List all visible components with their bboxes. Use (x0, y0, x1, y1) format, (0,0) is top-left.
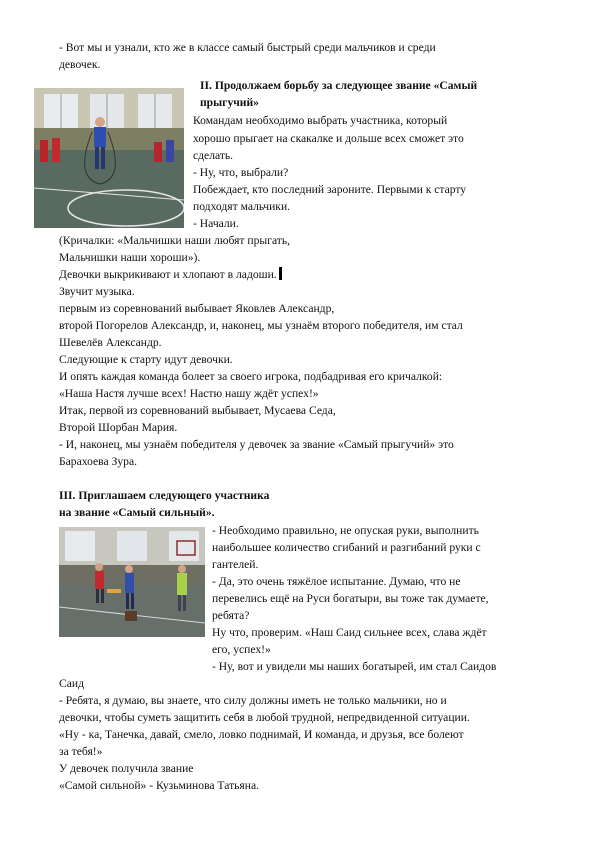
section-3-line: наибольшее количество сгибаний и разгибаний руки с (212, 541, 481, 554)
dumbbell-contest-photo (59, 527, 205, 637)
section-2-line: первым из соревнований выбывает Яковлев Александр, (59, 302, 335, 315)
section-3-line: девочки, чтобы суметь защитить себя в любой трудной, непредвиденной ситуации. (59, 711, 470, 724)
section-2-line: И опять каждая команда болеет за своего игрока, подбадривая его кричалкой: (59, 370, 443, 383)
section-2-line: «Наша Настя лучше всех! Настю нашу ждёт успех!» (59, 387, 319, 400)
jump-rope-photo (34, 88, 184, 228)
section-3-line: - Да, это очень тяжёлое испытание. Думаю, что не (212, 575, 461, 588)
section-2-line: Второй Шорбан Мария. (59, 421, 178, 434)
section-3-line: - Ребята, я думаю, вы знаете, что силу должны иметь не только мальчики, но и (59, 694, 447, 707)
section-3-line: за тебя!» (59, 745, 103, 758)
section-2-line: - И, наконец, мы узнаём победителя у девочек за звание «Самый прыгучий» это (59, 438, 454, 451)
intro-line-2: девочек. (59, 58, 101, 71)
section-2-title-line-2: прыгучий» (200, 96, 259, 109)
section-2-line: Побеждает, кто последний зароните. Первыми к старту (193, 183, 467, 196)
section-3-line: «Самой сильной» - Кузьминова Татьяна. (59, 779, 260, 792)
section-2-line: - Ну, что, выбрали? (193, 166, 289, 179)
section-2-line: - Начали. (193, 217, 239, 230)
intro-line-1: - Вот мы и узнали, кто же в классе самый быстрый среди мальчиков и среди (59, 41, 436, 54)
section-3-line: - Ну, вот и увидели мы наших богатырей, им стал Саидов (212, 660, 497, 673)
section-3-title-line-1: III. Приглашаем следующего участника (59, 489, 270, 502)
section-2-line: (Кричалки: «Мальчишки наши любят прыгать, (59, 234, 291, 247)
section-2-title-line-1: II. Продолжаем борьбу за следующее звание «Самый (200, 79, 478, 92)
section-3-line: Саид (59, 677, 84, 690)
section-2-line: второй Погорелов Александр, и, наконец, мы узнаём второго победителя, им стал (59, 319, 463, 332)
section-3-line: У девочек получила звание (59, 762, 194, 775)
section-2-line: Итак, первой из соревнований выбывает, Мусаева Седа, (59, 404, 336, 417)
section-2-line: сделать. (193, 149, 234, 162)
section-2-line: Барахоева Зура. (59, 455, 137, 468)
section-3-line: - Необходимо правильно, не опуская руки, выполнить (212, 524, 479, 537)
section-3-line: перевелись ещё на Руси богатыри, вы тоже так думаете, (212, 592, 489, 605)
section-2-line: Шевелёв Александр. (59, 336, 162, 349)
section-2-line: Мальчишки наши хороши»). (59, 251, 201, 264)
text-cursor-mark (279, 267, 282, 280)
section-3-line: его, успех!» (212, 643, 271, 656)
section-3-line: Ну что, проверим. «Наш Саид сильнее всех, слава ждёт (212, 626, 487, 639)
section-2-line: Звучит музыка. (59, 285, 135, 298)
section-2-line: подходят мальчики. (193, 200, 291, 213)
section-3-line: гантелей. (212, 558, 259, 571)
section-3-line: ребята? (212, 609, 250, 622)
section-3-title-line-2: на звание «Самый сильный». (59, 506, 215, 519)
section-2-line: хорошо прыгает на скакалке и дольше всех сможет это (193, 132, 464, 145)
section-2-line-text: Девочки выкрикивают и хлопают в ладоши. (59, 268, 277, 281)
section-2-line: Командам необходимо выбрать участника, который (193, 114, 448, 127)
section-2-line: Следующие к старту идут девочки. (59, 353, 233, 366)
section-2-line (59, 266, 282, 284)
section-3-line: «Ну - ка, Танечка, давай, смело, ловко поднимай, И команда, и друзья, все болеют (59, 728, 464, 741)
